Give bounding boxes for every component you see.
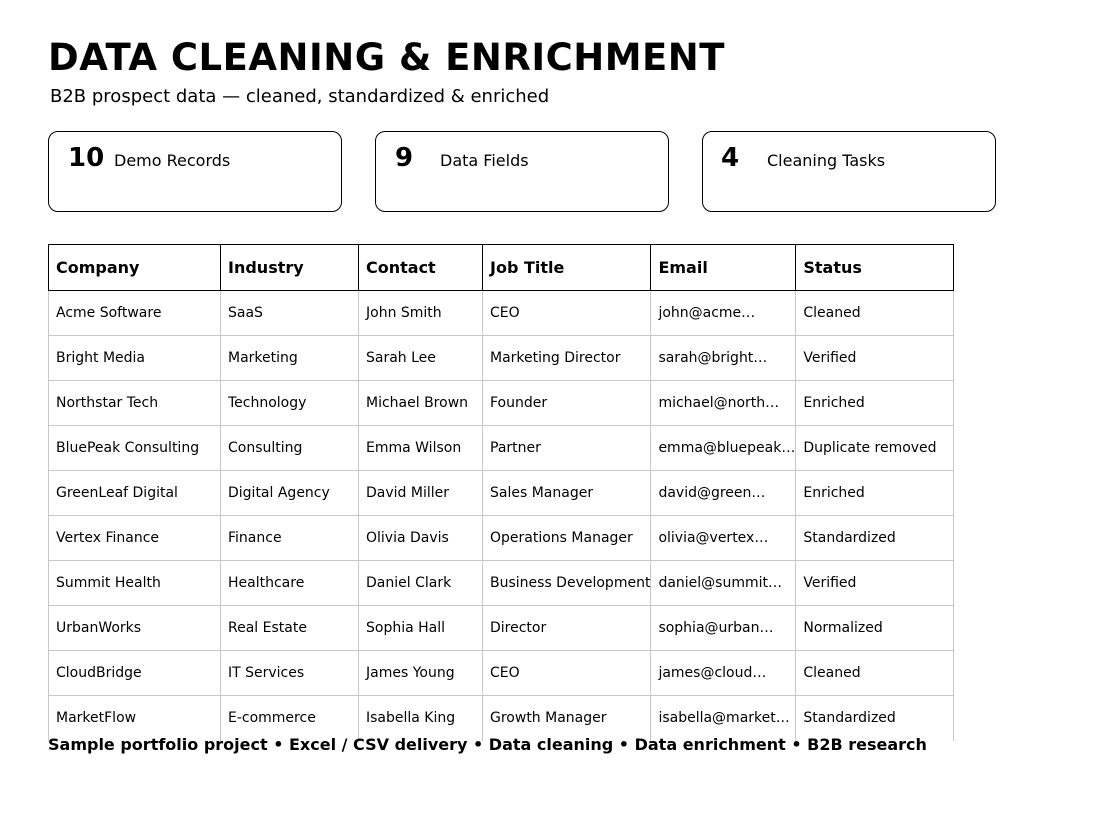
cell-contact: Emma Wilson bbox=[359, 426, 483, 471]
page-title: DATA CLEANING & ENRICHMENT bbox=[48, 36, 726, 79]
cell-industry: E-commerce bbox=[221, 696, 359, 741]
cell-industry: SaaS bbox=[221, 291, 359, 336]
table-row[interactable] bbox=[49, 426, 954, 471]
cell-contact: Daniel Clark bbox=[359, 561, 483, 606]
table-row[interactable] bbox=[49, 291, 954, 336]
cell-company: BluePeak Consulting bbox=[49, 426, 221, 471]
cell-industry: Consulting bbox=[221, 426, 359, 471]
cell-status: Verified bbox=[796, 561, 954, 606]
data-table bbox=[48, 244, 954, 741]
stat-value: 9 bbox=[395, 143, 414, 173]
stat-label: Cleaning Tasks bbox=[767, 151, 886, 170]
cell-email: david@green… bbox=[651, 471, 796, 516]
cell-contact: James Young bbox=[359, 651, 483, 696]
table-row[interactable] bbox=[49, 516, 954, 561]
cell-job-title: Director bbox=[483, 606, 651, 651]
cell-status: Cleaned bbox=[796, 651, 954, 696]
cell-company: GreenLeaf Digital bbox=[49, 471, 221, 516]
table-row[interactable] bbox=[49, 651, 954, 696]
stat-value: 10 bbox=[68, 143, 105, 173]
cell-job-title: Founder bbox=[483, 381, 651, 426]
table-header-row bbox=[49, 245, 954, 291]
cell-email: emma@bluepeak… bbox=[651, 426, 796, 471]
column-header-industry[interactable]: Industry bbox=[221, 245, 359, 291]
cell-contact: John Smith bbox=[359, 291, 483, 336]
cell-contact: Sarah Lee bbox=[359, 336, 483, 381]
cell-company: MarketFlow bbox=[49, 696, 221, 741]
table-row[interactable] bbox=[49, 336, 954, 381]
cell-industry: Technology bbox=[221, 381, 359, 426]
cell-company: Acme Software bbox=[49, 291, 221, 336]
column-header-job-title[interactable]: Job Title bbox=[483, 245, 651, 291]
cell-email: olivia@vertex… bbox=[651, 516, 796, 561]
cell-status: Verified bbox=[796, 336, 954, 381]
data-table-container bbox=[48, 244, 954, 741]
cell-company: Vertex Finance bbox=[49, 516, 221, 561]
cell-job-title: CEO bbox=[483, 291, 651, 336]
cell-status: Cleaned bbox=[796, 291, 954, 336]
cell-status: Enriched bbox=[796, 381, 954, 426]
cell-job-title: CEO bbox=[483, 651, 651, 696]
page-subtitle: B2B prospect data — cleaned, standardized & enriched bbox=[50, 86, 550, 107]
cell-email: john@acme… bbox=[651, 291, 796, 336]
cell-job-title: Growth Manager bbox=[483, 696, 651, 741]
column-header-email[interactable]: Email bbox=[651, 245, 796, 291]
stat-card-fields bbox=[375, 131, 669, 212]
cell-company: CloudBridge bbox=[49, 651, 221, 696]
cell-status: Duplicate removed bbox=[796, 426, 954, 471]
cell-email: michael@north… bbox=[651, 381, 796, 426]
cell-status: Standardized bbox=[796, 516, 954, 561]
cell-status: Normalized bbox=[796, 606, 954, 651]
cell-job-title: Partner bbox=[483, 426, 651, 471]
cell-contact: Sophia Hall bbox=[359, 606, 483, 651]
table-row[interactable] bbox=[49, 606, 954, 651]
stat-card-records bbox=[48, 131, 342, 212]
table-row[interactable] bbox=[49, 471, 954, 516]
cell-email: isabella@market… bbox=[651, 696, 796, 741]
table-row[interactable] bbox=[49, 381, 954, 426]
cell-industry: Marketing bbox=[221, 336, 359, 381]
cell-status: Enriched bbox=[796, 471, 954, 516]
table-body bbox=[49, 291, 954, 741]
cell-contact: Olivia Davis bbox=[359, 516, 483, 561]
stat-label: Demo Records bbox=[114, 151, 231, 170]
cell-job-title: Operations Manager bbox=[483, 516, 651, 561]
column-header-company[interactable]: Company bbox=[49, 245, 221, 291]
cell-email: sarah@bright… bbox=[651, 336, 796, 381]
cell-job-title: Marketing Director bbox=[483, 336, 651, 381]
cell-company: Summit Health bbox=[49, 561, 221, 606]
cell-company: Bright Media bbox=[49, 336, 221, 381]
cell-industry: Healthcare bbox=[221, 561, 359, 606]
cell-industry: Finance bbox=[221, 516, 359, 561]
footer-note: Sample portfolio project • Excel / CSV delivery • Data cleaning • Data enrichment • B2B research bbox=[48, 735, 927, 754]
stat-card-tasks bbox=[702, 131, 996, 212]
cell-email: sophia@urban… bbox=[651, 606, 796, 651]
cell-email: james@cloud… bbox=[651, 651, 796, 696]
stat-label: Data Fields bbox=[440, 151, 529, 170]
table-row[interactable] bbox=[49, 696, 954, 741]
column-header-contact[interactable]: Contact bbox=[359, 245, 483, 291]
cell-email: daniel@summit… bbox=[651, 561, 796, 606]
stat-value: 4 bbox=[721, 143, 740, 173]
cell-industry: IT Services bbox=[221, 651, 359, 696]
cell-industry: Real Estate bbox=[221, 606, 359, 651]
cell-company: UrbanWorks bbox=[49, 606, 221, 651]
cell-company: Northstar Tech bbox=[49, 381, 221, 426]
cell-job-title: Sales Manager bbox=[483, 471, 651, 516]
table-row[interactable] bbox=[49, 561, 954, 606]
cell-contact: David Miller bbox=[359, 471, 483, 516]
cell-contact: Isabella King bbox=[359, 696, 483, 741]
cell-industry: Digital Agency bbox=[221, 471, 359, 516]
cell-job-title: Business Development bbox=[483, 561, 651, 606]
cell-status: Standardized bbox=[796, 696, 954, 741]
column-header-status[interactable]: Status bbox=[796, 245, 954, 291]
cell-contact: Michael Brown bbox=[359, 381, 483, 426]
